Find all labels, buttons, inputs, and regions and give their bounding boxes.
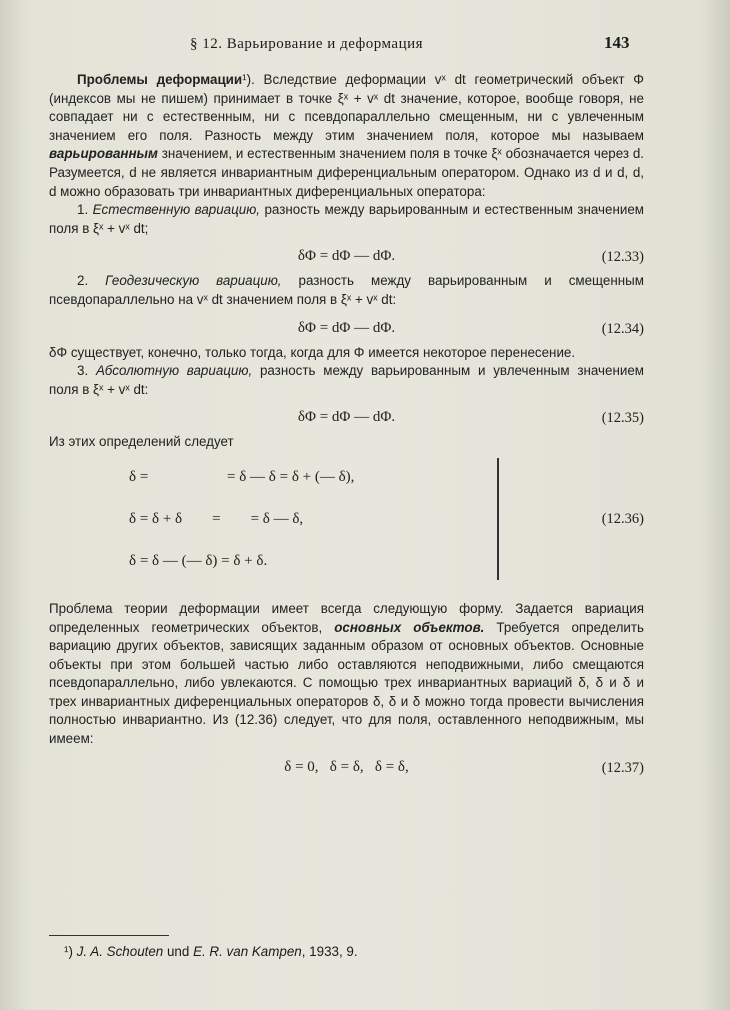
- footnote-rule: [49, 935, 169, 936]
- list-item-1: [49, 201, 644, 238]
- system-row-1: δ = = δ — δ = δ + (— δ),: [129, 468, 355, 485]
- equation-formula: δΦ = dΦ — dΦ.: [297, 248, 396, 265]
- footnote-und: und: [163, 944, 194, 959]
- equation-number: (12.33): [601, 249, 644, 266]
- list-item-3: [49, 362, 644, 399]
- item-term: Абсолютную вариацию,: [95, 363, 253, 379]
- equation-system-12-36: [49, 458, 644, 586]
- paragraph-text-cont: Требуется определить вариацию других объектов, зависящих заданным образом от основных объектов. Основные объекты при этом большей частью либо оставляются неподвижными, либо смещаются псевдопараллельно, либо увлекаются. С помощью трех инвариантных вариаций δ, δ и δ и трех инвариантных диференциальных операторов δ, δ и δ можно тогда провести вычисления полностью инвариантно. Из (12.36) следует, что для поля, оставленного неподвижным, мы имеем:: [49, 619, 644, 747]
- item-number: 2.: [77, 273, 89, 289]
- paragraph-exists: δΦ существует, конечно, только тогда, когда для Φ имеется некоторое перенесение.: [49, 344, 576, 360]
- running-header: [0, 33, 730, 58]
- list-item-2: [49, 272, 644, 309]
- equation-number: (12.36): [601, 510, 644, 527]
- item-term: Естественную вариацию,: [92, 202, 261, 218]
- footnote-author-1: J. A. Schouten: [76, 944, 164, 959]
- equation-number: (12.35): [601, 410, 644, 427]
- paragraph-text-cont: значением, и естественным значением поля в точке ξˣ обозначается через d. Разумеется, d не является инвариантным диференциальным оператором. Однако из d и d, d, d можно образовать три инвариантных диференциальных оператора:: [49, 146, 644, 199]
- item-text: разность между варьированным и увлеченным значением поля в ξˣ + vˣ dt:: [49, 363, 644, 397]
- paragraph-text: ¹). Вследствие деформации vˣ dt геометрический объект Φ (индексов мы не пишем) принимает в точке ξˣ + vˣ dt значение, которое, вообще говоря, не совпадает ни с естественным, ни с псевдопараллельно смещенным, ни с увлеченным значением его поля. Разность между этим значением поля, которое мы называем: [49, 72, 644, 143]
- system-row-2: δ = δ + δ = = δ — δ,: [129, 510, 304, 527]
- system-brace: [497, 458, 499, 580]
- equation-formula: δ = 0, δ = δ, δ = δ,: [284, 758, 409, 775]
- equation-12-33: [49, 238, 644, 272]
- paragraph-problem: [49, 600, 644, 749]
- text-body: [49, 71, 644, 783]
- equation-number: (12.37): [601, 759, 644, 776]
- paragraph-text: Проблема теории деформации имеет всегда следующую форму. Задается вариация определенных геометрических объектов,: [49, 600, 644, 635]
- equation-12-34: [49, 310, 644, 344]
- equation-formula: δΦ = dΦ — dΦ.: [297, 409, 396, 426]
- footnote: [64, 944, 358, 959]
- equation-12-35: [49, 399, 644, 433]
- italic-term: основных объектов.: [334, 619, 485, 635]
- system-row-3: δ = δ — (— δ) = δ + δ.: [129, 552, 268, 569]
- paragraph-follows: Из этих определений следует: [49, 434, 234, 450]
- page-number: 143: [604, 33, 630, 52]
- item-text: разность между варьированным и естественным значением поля в ξˣ + vˣ dt;: [49, 202, 644, 236]
- item-number: 3.: [77, 363, 89, 379]
- equation-formula: δΦ = dΦ — dΦ.: [297, 319, 396, 336]
- item-number: 1.: [77, 202, 89, 218]
- italic-term: варьированным: [49, 146, 158, 162]
- paragraph-heading: Проблемы деформации: [77, 72, 243, 87]
- item-term: Геодезическую вариацию,: [105, 273, 282, 289]
- footnote-mark: ¹): [64, 944, 73, 959]
- footnote-author-2: E. R. van Kampen: [193, 944, 302, 959]
- item-text: разность между варьированным и смещенным псевдопараллельно на vˣ dt значением поля в ξˣ + vˣ dt:: [49, 273, 644, 307]
- section-title: § 12. Варьирование и деформация: [190, 36, 424, 52]
- equation-12-37: [49, 749, 644, 783]
- equation-number: (12.34): [601, 320, 644, 337]
- paragraph-deformation: [49, 71, 644, 201]
- footnote-year: , 1933, 9.: [301, 944, 358, 959]
